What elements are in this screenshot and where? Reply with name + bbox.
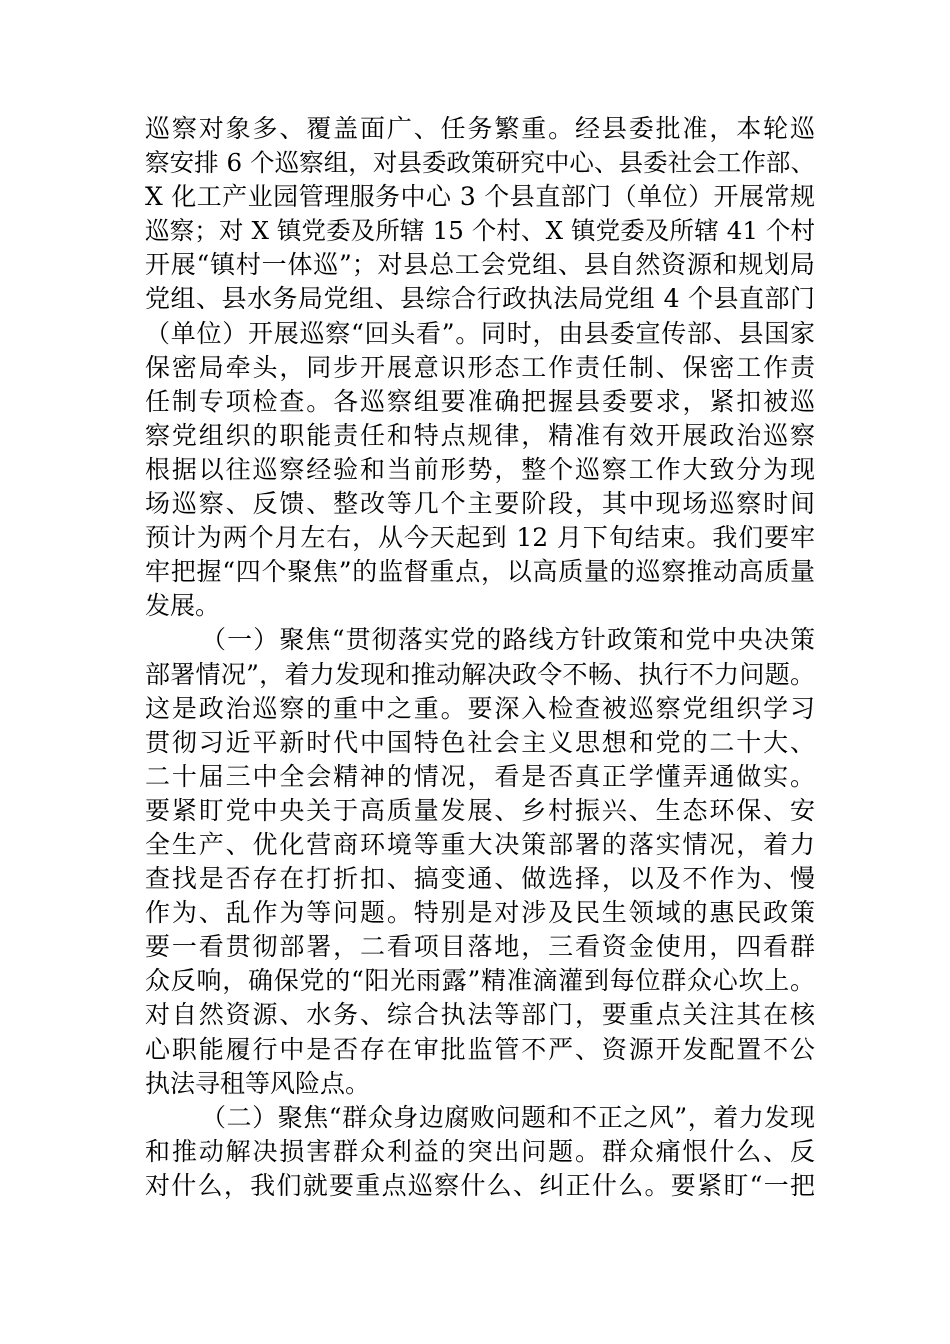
text-line: （二）聚焦“群众身边腐败问题和不正之风”，着力发现 — [201, 1102, 815, 1132]
text-line: 众反响，确保党的“阳光雨露”精准滴灌到每位群众心坎上。 — [145, 966, 815, 996]
text-line: 要一看贯彻部署，二看项目落地，三看资金使用，四看群 — [145, 932, 815, 962]
text-line: 这是政治巡察的重中之重。要深入检查被巡察党组织学习 — [145, 693, 815, 723]
text-line: 要紧盯党中央关于高质量发展、乡村振兴、生态环保、安 — [145, 795, 815, 825]
text-line: 巡察；对 X 镇党委及所辖 15 个村、X 镇党委及所辖 41 个村 — [145, 216, 815, 246]
text-line: （单位）开展巡察“回头看”。同时，由县委宣传部、县国家 — [145, 318, 815, 348]
text-line: 预计为两个月左右，从今天起到 12 月下旬结束。我们要牢 — [145, 523, 815, 553]
text-line: 二十届三中全会精神的情况，看是否真正学懂弄通做实。 — [145, 761, 815, 791]
text-line: 心职能履行中是否存在审批监管不严、资源开发配置不公 — [145, 1034, 815, 1064]
text-line: 任制专项检查。各巡察组要准确把握县委要求，紧扣被巡 — [145, 386, 815, 416]
text-line: （一）聚焦“贯彻落实党的路线方针政策和党中央决策 — [201, 625, 815, 655]
text-line: 对自然资源、水务、综合执法等部门，要重点关注其在核 — [145, 1000, 815, 1030]
text-line: 党组、县水务局党组、县综合行政执法局党组 4 个县直部门 — [145, 284, 815, 314]
text-line: X 化工产业园管理服务中心 3 个县直部门（单位）开展常规 — [145, 182, 815, 212]
text-line: 根据以往巡察经验和当前形势，整个巡察工作大致分为现 — [145, 454, 815, 484]
text-line: 开展“镇村一体巡”；对县总工会党组、县自然资源和规划局 — [145, 250, 815, 280]
text-line: 对什么，我们就要重点巡察什么、纠正什么。要紧盯“一把 — [145, 1170, 815, 1200]
text-line: 场巡察、反馈、整改等几个主要阶段，其中现场巡察时间 — [145, 489, 815, 519]
text-line: 和推动解决损害群众利益的突出问题。群众痛恨什么、反 — [145, 1136, 815, 1166]
text-line: 查找是否存在打折扣、搞变通、做选择，以及不作为、慢 — [145, 864, 815, 894]
text-line: 贯彻习近平新时代中国特色社会主义思想和党的二十大、 — [145, 727, 815, 757]
text-line: 部署情况”，着力发现和推动解决政令不畅、执行不力问题。 — [145, 659, 815, 689]
text-line: 巡察对象多、覆盖面广、任务繁重。经县委批准，本轮巡 — [145, 114, 815, 143]
text-line: 全生产、优化营商环境等重大决策部署的落实情况，着力 — [145, 829, 815, 859]
text-line: 牢把握“四个聚焦”的监督重点，以高质量的巡察推动高质量 — [145, 557, 815, 587]
text-line: 察党组织的职能责任和特点规律，精准有效开展政治巡察 — [145, 420, 815, 450]
text-line: 发展。 — [145, 591, 221, 621]
text-line: 执法寻租等风险点。 — [145, 1068, 371, 1098]
text-line: 作为、乱作为等问题。特别是对涉及民生领域的惠民政策 — [145, 898, 815, 928]
text-line: 察安排 6 个巡察组，对县委政策研究中心、县委社会工作部、 — [145, 148, 815, 178]
text-line: 保密局牵头，同步开展意识形态工作责任制、保密工作责 — [145, 352, 815, 382]
body-text — [145, 112, 815, 1203]
